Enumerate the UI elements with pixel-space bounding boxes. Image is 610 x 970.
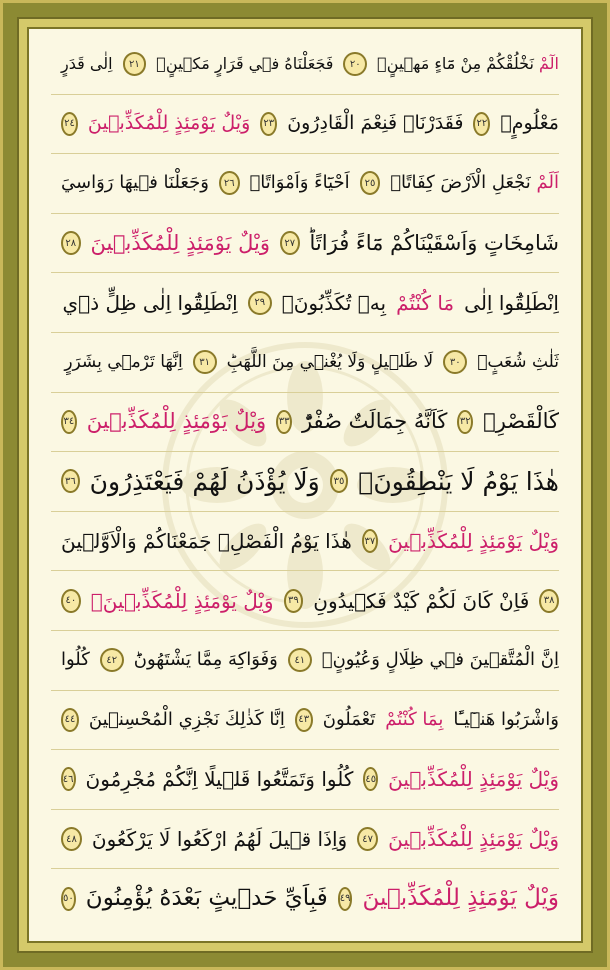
ayah-end-rosette-icon: ٣٦ bbox=[61, 469, 80, 493]
verse-text: بِه۪ تُكَذِّبُونَۚ bbox=[281, 290, 387, 315]
ayah-end-rosette-icon: ٣٧ bbox=[362, 529, 378, 553]
ayah-end-rosette-icon: ٣٨ bbox=[539, 589, 559, 613]
verse-text: مَعْلُومٍۙ bbox=[500, 112, 559, 135]
ayah-end-rosette-icon: ٢٠ bbox=[343, 52, 367, 76]
ayah-end-rosette-icon: ٤٢ bbox=[100, 648, 124, 672]
text-line bbox=[51, 571, 559, 631]
text-line bbox=[51, 273, 559, 333]
refrain-verse-text: بِمَا كُنْتُمْ bbox=[385, 708, 444, 730]
ayah-end-rosette-icon: ٣٢ bbox=[457, 410, 473, 434]
verse-text: وَاِذَا ق۪يلَ لَهُمُ ارْكَعُوا لَا يَرْكَعُونَ bbox=[91, 827, 348, 852]
verse-text: فَقَدَرْنَاۗ فَنِعْمَ الْقَادِرُونَ bbox=[287, 112, 464, 135]
refrain-verse-text: وَيْلٌ يَوْمَئِذٍ لِلْمُكَذِّب۪ينَ bbox=[362, 885, 559, 912]
refrain-verse-text: وَيْلٌ يَوْمَئِذٍ لِلْمُكَذِّب۪ينَ bbox=[86, 409, 267, 434]
ayah-end-rosette-icon: ٢٧ bbox=[280, 231, 300, 255]
verse-text: وَلَا يُؤْذَنُ لَهُمْ فَيَعْتَذِرُونَ bbox=[89, 466, 320, 496]
verse-text: اِنَّ الْمُتَّق۪ينَ ف۪ي ظِلَالٍ وَعُيُونٍۙ bbox=[321, 649, 559, 671]
verse-text: فَبِاَيِّ حَد۪يثٍ بَعْدَهُ يُؤْمِنُونَ bbox=[85, 885, 328, 912]
text-line bbox=[51, 393, 559, 453]
ayah-end-rosette-icon: ٣٤ bbox=[61, 410, 77, 434]
text-line bbox=[51, 333, 559, 393]
verse-text: ثَلٰثِ شُعَبٍۙ bbox=[477, 351, 559, 372]
ayah-end-rosette-icon: ٤٣ bbox=[295, 708, 313, 732]
verse-text: الٓمْ نَخْلُقْكُمْ مِنْ مَٓاءٍ مَه۪ينٍۙ bbox=[377, 54, 559, 74]
refrain-verse-text: وَيْلٌ يَوْمَئِذٍ لِلْمُكَذِّب۪ينَ bbox=[388, 529, 559, 554]
verse-text: هٰذَا يَوْمُ لَا يَنْطِقُونَۙ bbox=[358, 466, 559, 496]
verse-text: فَجَعَلْنَاهُ ف۪ي قَرَارٍ مَك۪ينٍۙ bbox=[156, 54, 334, 74]
ayah-end-rosette-icon: ٢٣ bbox=[260, 112, 277, 136]
text-line bbox=[51, 810, 559, 870]
ayah-end-rosette-icon: ٢٥ bbox=[360, 171, 381, 195]
ayah-end-rosette-icon: ٤١ bbox=[288, 648, 312, 672]
refrain-verse-text: وَيْلٌ يَوْمَئِذٍ لِلْمُكَذِّب۪ينَ bbox=[388, 827, 559, 852]
verse-text: اَحْيَٓاءً وَاَمْوَاتًاۙ bbox=[249, 172, 350, 194]
text-line bbox=[51, 512, 559, 572]
verse-text: كُلُوا وَتَمَتَّعُوا قَل۪يلًا اِنَّكُمْ مُجْرِمُونَ bbox=[85, 767, 354, 792]
text-line bbox=[51, 869, 559, 928]
verse-text: اِنَّهَا تَرْم۪ي بِشَرَرٍ bbox=[64, 351, 183, 372]
verse-text: كَالْقَصْرِۚ bbox=[483, 409, 559, 434]
text-line bbox=[51, 95, 559, 155]
verse-text: فَاِنْ كَانَ لَكُمْ كَيْدٌ فَك۪يدُونِ bbox=[313, 588, 530, 613]
verse-text: تَعْمَلُونَ bbox=[322, 708, 376, 730]
text-lines bbox=[51, 35, 559, 935]
ayah-end-rosette-icon: ٢٨ bbox=[61, 231, 81, 255]
refrain-verse-text: وَيْلٌ يَوْمَئِذٍ لِلْمُكَذِّب۪ينَ bbox=[388, 767, 559, 792]
ayah-end-rosette-icon: ٣١ bbox=[193, 350, 217, 374]
text-line bbox=[51, 35, 559, 95]
ayah-end-rosette-icon: ٤٨ bbox=[61, 827, 82, 851]
verse-text: لَا ظَل۪يلٍ وَلَا يُغْن۪ي مِنَ اللَّهَبِؕ bbox=[226, 351, 434, 372]
ayah-end-rosette-icon: ٢٤ bbox=[61, 112, 78, 136]
ayah-end-rosette-icon: ٢٢ bbox=[473, 112, 490, 136]
ayah-end-rosette-icon: ٤٦ bbox=[61, 767, 76, 791]
text-line bbox=[51, 154, 559, 214]
verse-text: كَاَنَّهُ جِمَالَتٌ صُفْرٌؕ bbox=[301, 409, 448, 434]
ayah-end-rosette-icon: ٢٩ bbox=[248, 291, 272, 315]
refrain-verse-text: وَيْلٌ يَوْمَئِذٍ لِلْمُكَذِّب۪ينَ۟ bbox=[90, 588, 274, 613]
verse-text: وَفَوَاكِهَ مِمَّا يَشْتَهُونَؕ bbox=[133, 649, 278, 671]
verse-text: كُلُوا bbox=[61, 649, 90, 671]
verse-text: هٰذَا يَوْمُ الْفَصْلِۚ جَمَعْنَاكُمْ وَالْاَوَّل۪ينَ bbox=[61, 529, 352, 554]
ayah-end-rosette-icon: ٣٩ bbox=[284, 589, 304, 613]
verse-text: وَجَعَلْنَا ف۪يهَا رَوَاسِيَ bbox=[61, 172, 209, 194]
ayah-end-rosette-icon: ٤٧ bbox=[357, 827, 378, 851]
text-line bbox=[51, 214, 559, 274]
verse-text: وَاشْرَبُوا هَن۪ٓيـًٔا bbox=[453, 708, 559, 730]
refrain-verse-text: وَيْلٌ يَوْمَئِذٍ لِلْمُكَذِّب۪ينَ bbox=[87, 112, 251, 135]
verse-text: اِنْطَلِقُٓوا اِلٰى ظِلٍّ ذ۪ي bbox=[62, 290, 238, 315]
ayah-end-rosette-icon: ٢٦ bbox=[219, 171, 240, 195]
page-frame-band bbox=[17, 17, 593, 953]
refrain-verse-text: مَا كُنْتُمْ bbox=[396, 290, 455, 315]
verse-text: اَلَمْ نَجْعَلِ الْاَرْضَ كِفَاتًاۙ bbox=[390, 172, 559, 194]
verse-text: اِلٰى قَدَرٍ bbox=[61, 54, 113, 74]
verse-text: اِنَّا كَذٰلِكَ نَجْزِي الْمُحْسِن۪ينَ bbox=[88, 708, 285, 730]
ayah-end-rosette-icon: ٣٠ bbox=[443, 350, 467, 374]
ayah-end-rosette-icon: ٣٥ bbox=[330, 469, 349, 493]
verse-text: شَامِخَاتٍ وَاَسْقَيْنَاكُمْ مَٓاءً فُرَاتًاؕ bbox=[309, 230, 559, 255]
ayah-end-rosette-icon: ٤٠ bbox=[61, 589, 81, 613]
page-paper bbox=[27, 27, 583, 943]
text-line bbox=[51, 750, 559, 810]
ayah-end-rosette-icon: ٥٠ bbox=[61, 887, 76, 911]
refrain-verse-text: وَيْلٌ يَوْمَئِذٍ لِلْمُكَذِّب۪ينَ bbox=[90, 230, 270, 255]
verse-text: اِنْطَلِقُٓوا اِلٰى bbox=[464, 290, 559, 315]
ayah-end-rosette-icon: ٣٣ bbox=[276, 410, 292, 434]
text-line bbox=[51, 452, 559, 512]
ayah-end-rosette-icon: ٢١ bbox=[123, 52, 147, 76]
ayah-end-rosette-icon: ٤٥ bbox=[363, 767, 378, 791]
ayah-end-rosette-icon: ٤٩ bbox=[338, 887, 353, 911]
text-line bbox=[51, 691, 559, 751]
ayah-end-rosette-icon: ٤٤ bbox=[61, 708, 79, 732]
text-line bbox=[51, 631, 559, 691]
